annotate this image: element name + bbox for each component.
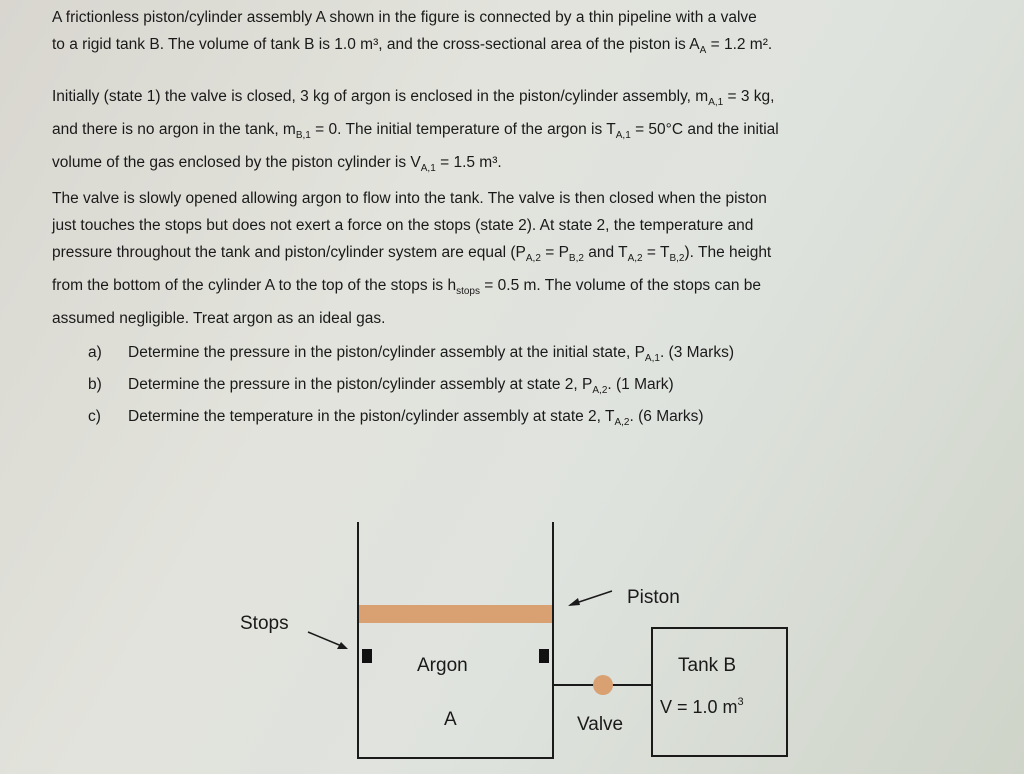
piston xyxy=(359,605,552,623)
subscript: B,2 xyxy=(568,253,584,265)
text-line: just touches the stops but does not exert a force on the stops (state 2). At state 2, the temperature and xyxy=(52,217,754,234)
tank-b xyxy=(652,628,787,756)
question-marks: . (1 Mark) xyxy=(607,376,674,394)
text-line: = T xyxy=(642,244,670,261)
problem-process xyxy=(52,185,972,332)
question-text xyxy=(128,372,674,404)
subscript: B,2 xyxy=(669,253,685,265)
text-line: = 50°C and the initial xyxy=(630,121,779,139)
subscript: stops xyxy=(456,286,480,298)
tank-volume-label xyxy=(660,696,744,717)
subscript: A,1 xyxy=(644,353,660,365)
text-line: = 3 kg, xyxy=(723,88,775,105)
text-line: ). The height xyxy=(684,244,772,261)
valve xyxy=(593,675,613,695)
tank-b-label: Tank B xyxy=(678,655,737,676)
valve-label: Valve xyxy=(577,714,624,735)
subscript: A,2 xyxy=(525,253,541,265)
text-line: and there is no argon in the tank, m xyxy=(52,121,296,139)
question-list xyxy=(88,340,734,436)
text-line: assumed negligible. Treat argon as an ideal gas. xyxy=(52,310,386,328)
text-line: to a rigid tank B. The volume of tank B is 1.0 m³, and the cross-sectional area of the piston is A xyxy=(52,36,700,53)
subscript: A,2 xyxy=(614,417,630,429)
subscript: A,2 xyxy=(627,253,643,265)
stops-pointer-arrowhead xyxy=(337,642,348,649)
piston-pointer xyxy=(570,591,612,605)
text-line: = 1.5 m³. xyxy=(435,154,502,172)
text-line: A frictionless piston/cylinder assembly A shown in the figure is connected by a thin pipeline with a valve xyxy=(52,9,757,26)
question-body: Determine the pressure in the piston/cylinder assembly at the initial state, P xyxy=(128,344,645,361)
subscript: A,1 xyxy=(708,97,724,109)
question-letter: a) xyxy=(88,344,102,361)
text-line: and T xyxy=(583,244,628,261)
text-line: from the bottom of the cylinder A to the top of the stops is h xyxy=(52,277,457,295)
text-line: = 1.2 m². xyxy=(706,36,773,53)
stops-pointer xyxy=(308,632,344,647)
question-letter: b) xyxy=(88,376,102,394)
problem-initial-state xyxy=(52,83,972,182)
question-text xyxy=(128,404,704,436)
cylinder-a-label: A xyxy=(444,709,457,730)
question-marks: . (3 Marks) xyxy=(659,344,734,361)
piston-label: Piston xyxy=(627,587,680,608)
question-a xyxy=(88,340,734,372)
question-marks: . (6 Marks) xyxy=(629,408,704,426)
question-c xyxy=(88,404,734,436)
argon-label: Argon xyxy=(417,655,468,676)
tank-volume-superscript: 3 xyxy=(737,696,744,708)
question-text xyxy=(128,340,734,372)
tank-volume-value: V = 1.0 m xyxy=(660,697,738,717)
subscript: A,1 xyxy=(420,163,436,175)
subscript: B,1 xyxy=(295,130,311,142)
piston-pointer-arrowhead xyxy=(568,598,580,606)
problem-intro xyxy=(52,4,972,64)
subscript: A xyxy=(699,45,707,57)
cylinder-wall xyxy=(358,522,553,758)
text-line: pressure throughout the tank and piston/cylinder system are equal (P xyxy=(52,244,526,261)
stop-right xyxy=(539,649,549,663)
question-letter: c) xyxy=(88,408,101,426)
subscript: A,2 xyxy=(592,385,608,397)
text-line: volume of the gas enclosed by the piston cylinder is V xyxy=(52,154,421,172)
text-line: The valve is slowly opened allowing argon to flow into the tank. The valve is then closed when the piston xyxy=(52,190,767,207)
stops-label: Stops xyxy=(240,613,289,634)
text-line: = 0. The initial temperature of the argon is T xyxy=(310,121,616,139)
stop-left xyxy=(362,649,372,663)
question-body: Determine the temperature in the piston/cylinder assembly at state 2, T xyxy=(128,408,615,426)
text-line: Initially (state 1) the valve is closed, 3 kg of argon is enclosed in the piston/cylinder assembly, m xyxy=(52,88,709,105)
question-body: Determine the pressure in the piston/cylinder assembly at state 2, P xyxy=(128,376,593,394)
subscript: A,1 xyxy=(615,130,631,142)
text-line: = 0.5 m. The volume of the stops can be xyxy=(480,277,762,295)
question-b xyxy=(88,372,734,404)
text-line: = P xyxy=(540,244,569,261)
